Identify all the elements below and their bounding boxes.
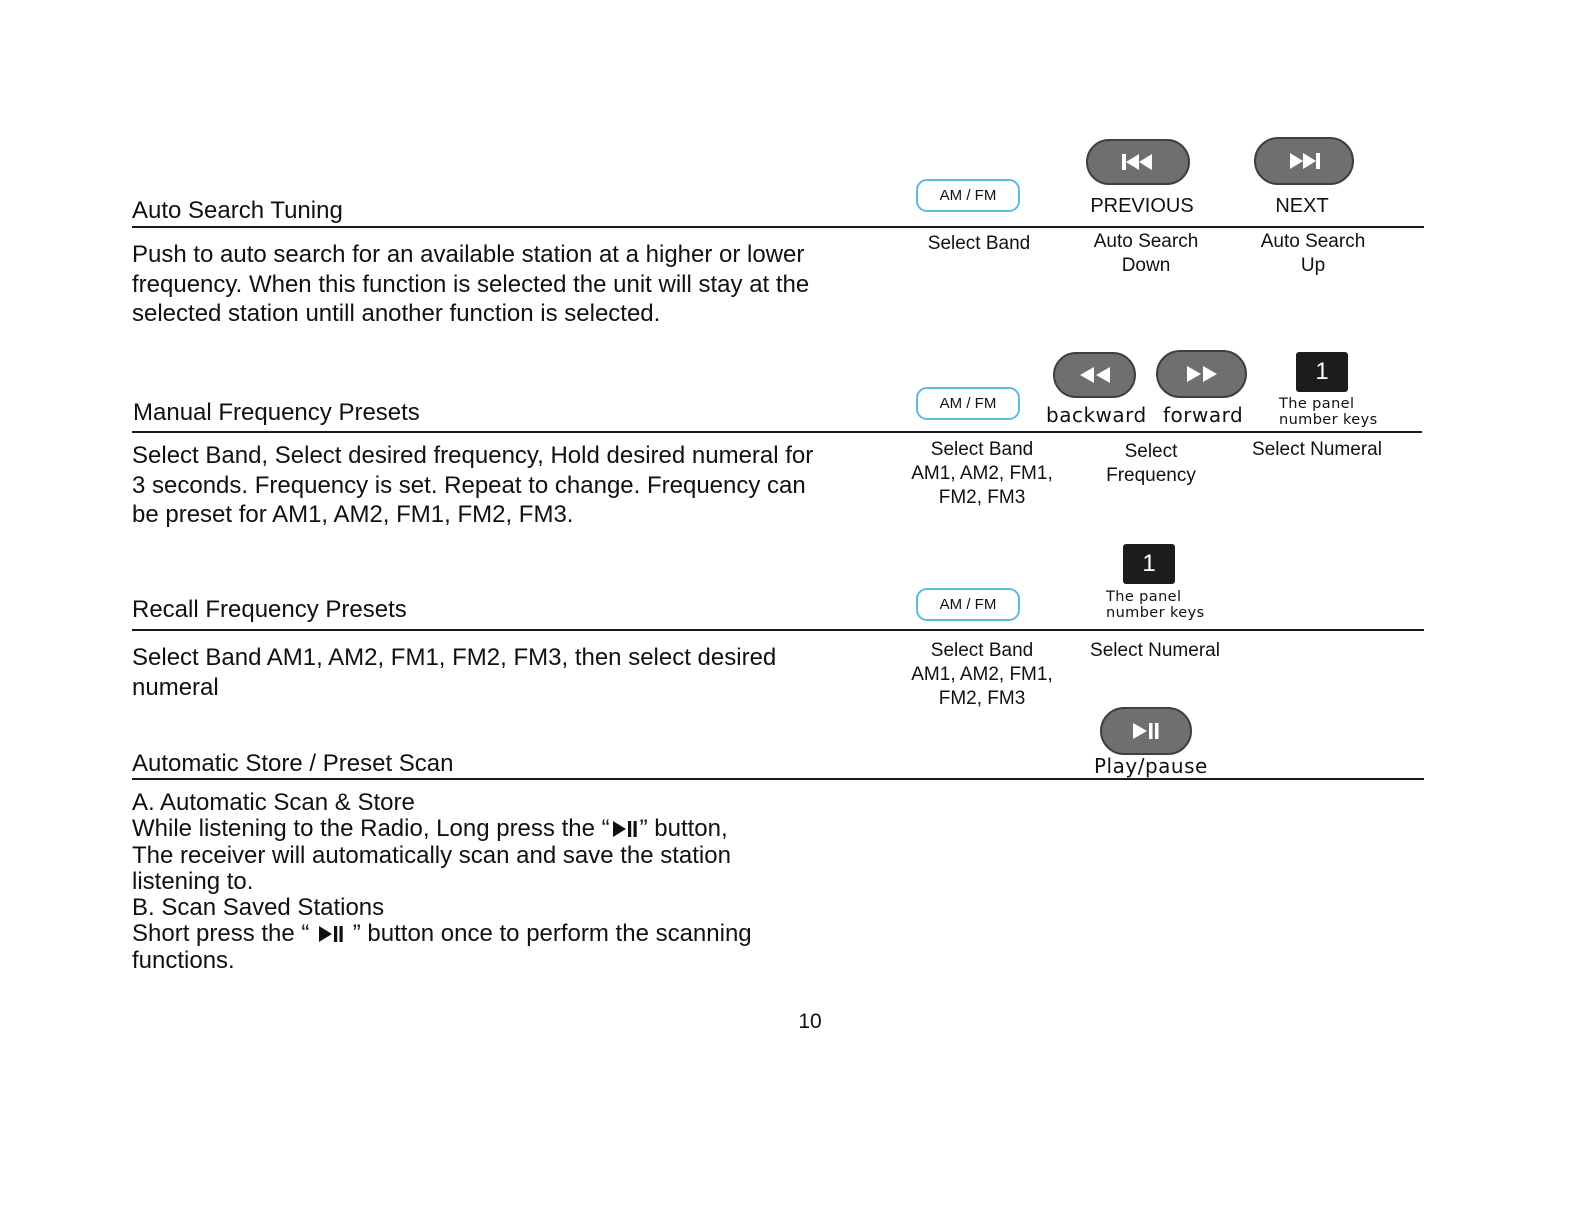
forward-button[interactable] [1156, 350, 1247, 398]
divider [132, 778, 1424, 780]
play-pause-icon [318, 925, 344, 943]
play-pause-label: Play/pause [1094, 754, 1208, 778]
section-body-auto-search [132, 240, 809, 329]
caption-line: Select [1124, 441, 1178, 462]
page-number: 10 [798, 1010, 822, 1033]
divider [132, 431, 1422, 433]
divider [132, 226, 1424, 228]
body-line: numeral [132, 673, 219, 701]
text-fragment: ” button, [639, 815, 728, 843]
amfm-button[interactable]: AM / FM [916, 387, 1020, 420]
body-line: 3 seconds. Frequency is set. Repeat to change. Frequency can [132, 471, 806, 499]
caption-line: Frequency [1106, 465, 1196, 486]
skip-next-icon [1287, 151, 1321, 171]
backward-label: backward [1046, 403, 1147, 427]
panel-keys-label [1279, 396, 1378, 428]
section-heading-recall-presets: Recall Frequency Presets [132, 596, 407, 623]
play-pause-icon [1131, 721, 1161, 741]
text-fragment: While listening to the Radio, Long press the “ [132, 815, 610, 843]
caption-line: Auto Search [1260, 231, 1366, 252]
caption-line: FM2, FM3 [938, 487, 1026, 508]
caption-line: Down [1121, 255, 1171, 276]
select-band-caption [902, 639, 1062, 711]
section-heading-manual-presets: Manual Frequency Presets [133, 399, 420, 426]
play-pause-button[interactable] [1100, 707, 1192, 755]
section-body-manual-presets [132, 441, 813, 530]
next-label: NEXT [1275, 195, 1329, 217]
body-line: selected station untill another function is selected. [132, 300, 661, 327]
caption-line: Select Band [930, 439, 1034, 460]
caption-line: Up [1300, 255, 1326, 276]
section-heading-auto-search: Auto Search Tuning [132, 197, 343, 224]
auto-search-up-caption [1233, 230, 1393, 278]
section-heading-auto-store: Automatic Store / Preset Scan [132, 750, 454, 777]
body-line: frequency. When this function is selected the unit will stay at the [132, 270, 810, 298]
number-key-1[interactable]: 1 [1123, 544, 1175, 584]
select-band-caption [902, 438, 1062, 510]
amfm-button[interactable]: AM / FM [916, 588, 1020, 621]
text-fragment: Short press the “ [132, 920, 317, 948]
auto-search-down-caption [1066, 230, 1226, 278]
select-frequency-caption [1071, 440, 1231, 488]
body-line: listening to. [132, 867, 254, 895]
body-line [132, 816, 752, 842]
panel-keys-label [1106, 589, 1205, 621]
play-pause-icon [612, 820, 638, 838]
caption-line: Select Band [930, 640, 1034, 661]
body-line: be preset for AM1, AM2, FM1, FM2, FM3. [132, 501, 574, 528]
subsection-title-b: B. Scan Saved Stations [132, 894, 385, 922]
body-line: The receiver will automatically scan and save the station [132, 841, 731, 869]
previous-button[interactable] [1086, 139, 1190, 185]
amfm-button[interactable]: AM / FM [916, 179, 1020, 212]
body-line: functions. [132, 946, 235, 974]
body-line: Push to auto search for an available station at a higher or lower [132, 241, 805, 268]
rewind-icon [1078, 366, 1112, 384]
label-line: The panel [1106, 589, 1182, 605]
body-line: Select Band AM1, AM2, FM1, FM2, FM3, then select desired [132, 644, 777, 671]
text-fragment: ” button once to perform the scanning [346, 920, 752, 948]
subsection-title-a: A. Automatic Scan & Store [132, 789, 415, 816]
divider [132, 629, 1424, 631]
body-line [132, 921, 752, 947]
label-line: number keys [1279, 412, 1378, 428]
backward-button[interactable] [1053, 352, 1136, 398]
forward-label: forward [1163, 403, 1244, 427]
caption-line: FM2, FM3 [938, 688, 1026, 709]
section-body-auto-store [132, 790, 752, 974]
next-button[interactable] [1254, 137, 1354, 185]
caption-line: AM1, AM2, FM1, [911, 463, 1053, 484]
select-numeral-caption: Select Numeral [1090, 640, 1220, 661]
previous-label: PREVIOUS [1090, 195, 1194, 217]
section-body-recall-presets [132, 643, 776, 702]
skip-previous-icon [1121, 152, 1155, 172]
caption-line: AM1, AM2, FM1, [911, 664, 1053, 685]
number-key-1[interactable]: 1 [1296, 352, 1348, 392]
caption-line: Auto Search [1093, 231, 1199, 252]
label-line: number keys [1106, 605, 1205, 621]
select-band-caption: Select Band [927, 233, 1031, 254]
fast-forward-icon [1185, 365, 1219, 383]
label-line: The panel [1279, 396, 1355, 412]
select-numeral-caption: Select Numeral [1252, 439, 1382, 460]
body-line: Select Band, Select desired frequency, Hold desired numeral for [132, 442, 814, 469]
